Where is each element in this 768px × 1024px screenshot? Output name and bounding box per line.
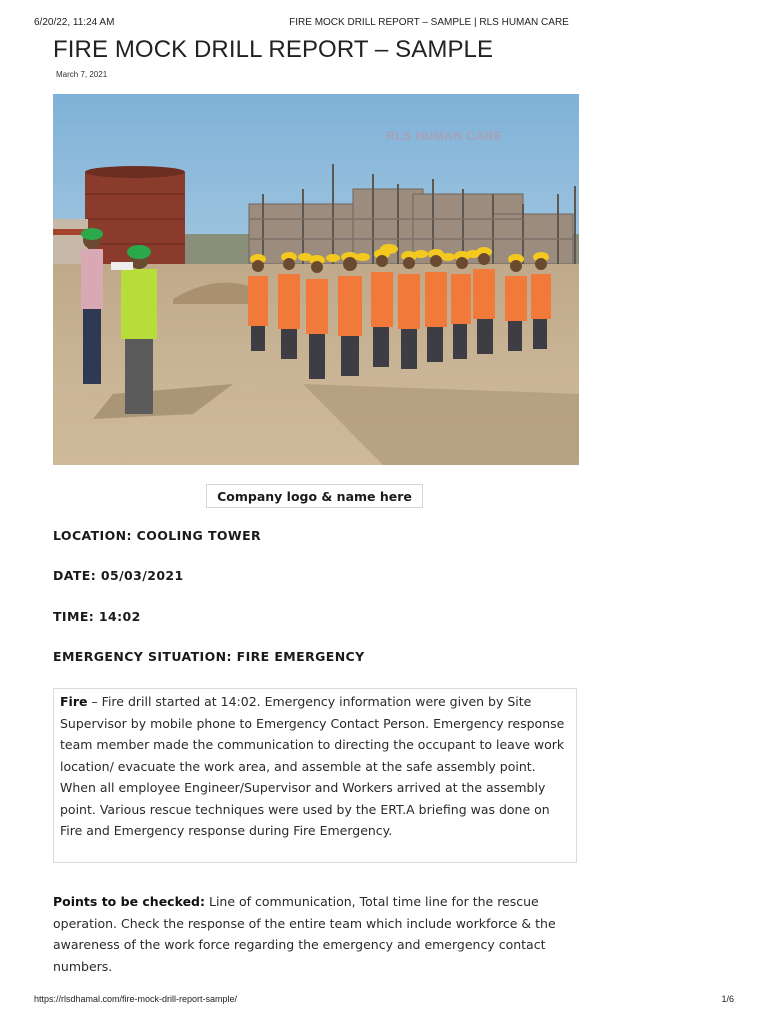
- points-to-check: [53, 891, 573, 978]
- points-text: Line of communication, Total time line for the rescue operation. Check the response of the entire team which include workforce & the awareness of the work force regarding the emergency and emergency contact numbers.: [53, 894, 556, 975]
- print-timestamp: 6/20/22, 11:24 AM: [34, 17, 115, 28]
- time-field: TIME: 14:02: [53, 609, 141, 624]
- print-footer: [34, 994, 734, 1008]
- print-page-number: 1/6: [721, 994, 734, 1004]
- points-lead: Points to be checked:: [53, 894, 205, 909]
- print-page-title: FIRE MOCK DRILL REPORT – SAMPLE | RLS HUMAN CARE: [289, 17, 569, 28]
- drill-photo: [53, 94, 579, 465]
- description-lead: Fire: [60, 694, 88, 709]
- print-url: https://rlsdhamal.com/fire-mock-drill-report-sample/: [34, 994, 238, 1004]
- location-field: LOCATION: COOLING TOWER: [53, 528, 262, 543]
- description-text: – Fire drill started at 14:02. Emergency information were given by Site Supervisor by mobile phone to Emergency Contact Person. Emergency response team member made the communication to directing the occupant to leave work location/ evacuate the work area, and assemble at the safe assembly point. When all employee Engineer/Supervisor and Workers arrived at the assembly point. Various rescue techniques were used by the ERT.A briefing was done on Fire and Emergency response during Fire Emergency.: [60, 694, 565, 838]
- emergency-situation-field: EMERGENCY SITUATION: FIRE EMERGENCY: [53, 649, 365, 664]
- article-date: March 7, 2021: [56, 70, 108, 79]
- date-field: DATE: 05/03/2021: [53, 568, 184, 583]
- drill-description-box: [53, 688, 577, 863]
- print-header: [34, 17, 734, 31]
- image-watermark: RLS HUMAN CARE: [386, 129, 503, 143]
- company-logo-placeholder: Company logo & name here: [206, 484, 423, 508]
- article-title: FIRE MOCK DRILL REPORT – SAMPLE: [53, 36, 494, 63]
- drill-photo-scene: [53, 94, 579, 465]
